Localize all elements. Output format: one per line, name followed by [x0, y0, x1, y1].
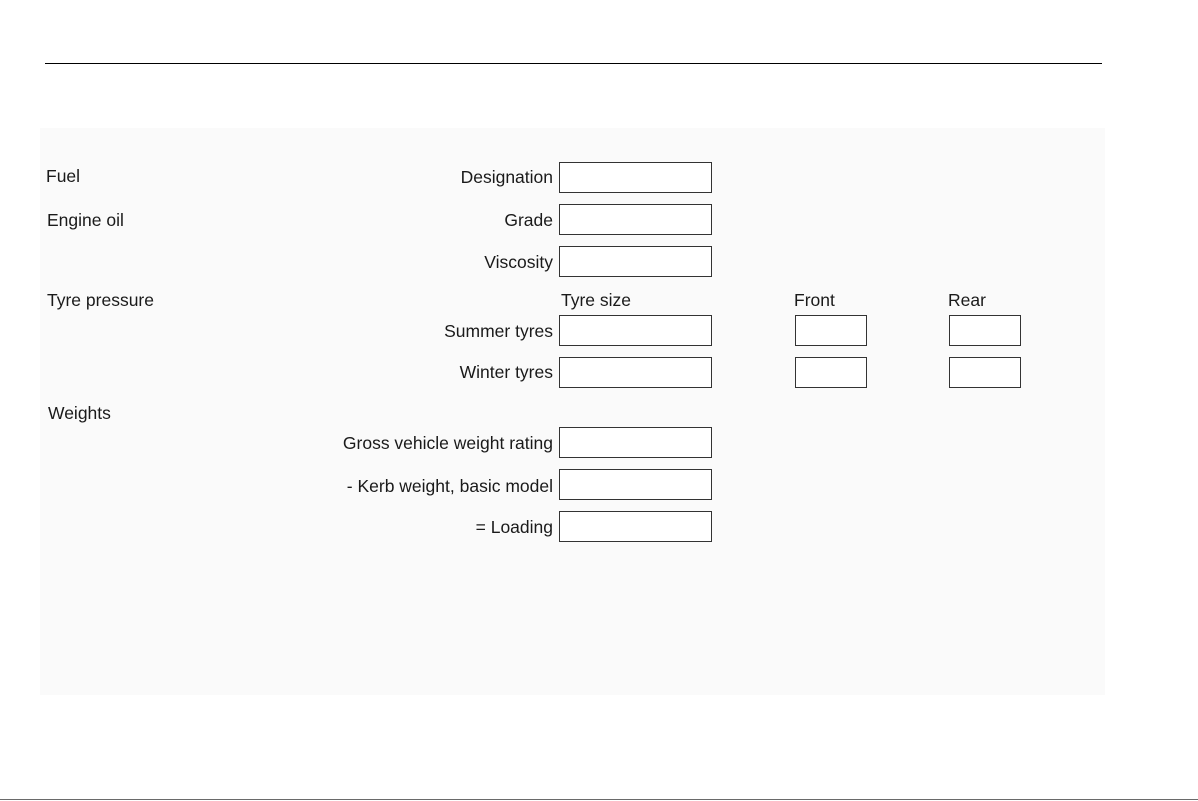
- grade-label: Grade: [504, 210, 553, 230]
- loading-field[interactable]: [559, 511, 712, 542]
- summer-tyres-label: Summer tyres: [444, 321, 553, 341]
- column-front: Front: [794, 290, 835, 310]
- winter-front-pressure-field[interactable]: [795, 357, 867, 388]
- grade-field[interactable]: [559, 204, 712, 235]
- summer-rear-pressure-field[interactable]: [949, 315, 1021, 346]
- gross-vehicle-weight-field[interactable]: [559, 427, 712, 458]
- kerb-weight-label: - Kerb weight, basic model: [346, 476, 553, 496]
- kerb-weight-field[interactable]: [559, 469, 712, 500]
- section-weights: Weights: [48, 403, 111, 423]
- section-fuel: Fuel: [46, 166, 81, 186]
- viscosity-field[interactable]: [559, 246, 712, 277]
- winter-tyres-label: Winter tyres: [459, 362, 553, 382]
- section-engine-oil: Engine oil: [47, 210, 124, 230]
- summer-front-pressure-field[interactable]: [795, 315, 867, 346]
- column-tyre-size: Tyre size: [561, 290, 632, 310]
- designation-field[interactable]: [559, 162, 712, 193]
- column-rear: Rear: [948, 290, 986, 310]
- top-divider: [45, 63, 1102, 64]
- viscosity-label: Viscosity: [484, 252, 553, 272]
- winter-rear-pressure-field[interactable]: [949, 357, 1021, 388]
- loading-label: = Loading: [475, 517, 553, 537]
- bottom-divider: [0, 799, 1198, 800]
- designation-label: Designation: [460, 167, 553, 187]
- section-tyre-pressure: Tyre pressure: [47, 290, 154, 310]
- gross-vehicle-weight-label: Gross vehicle weight rating: [342, 433, 553, 453]
- summer-tyre-size-field[interactable]: [559, 315, 712, 346]
- winter-tyre-size-field[interactable]: [559, 357, 712, 388]
